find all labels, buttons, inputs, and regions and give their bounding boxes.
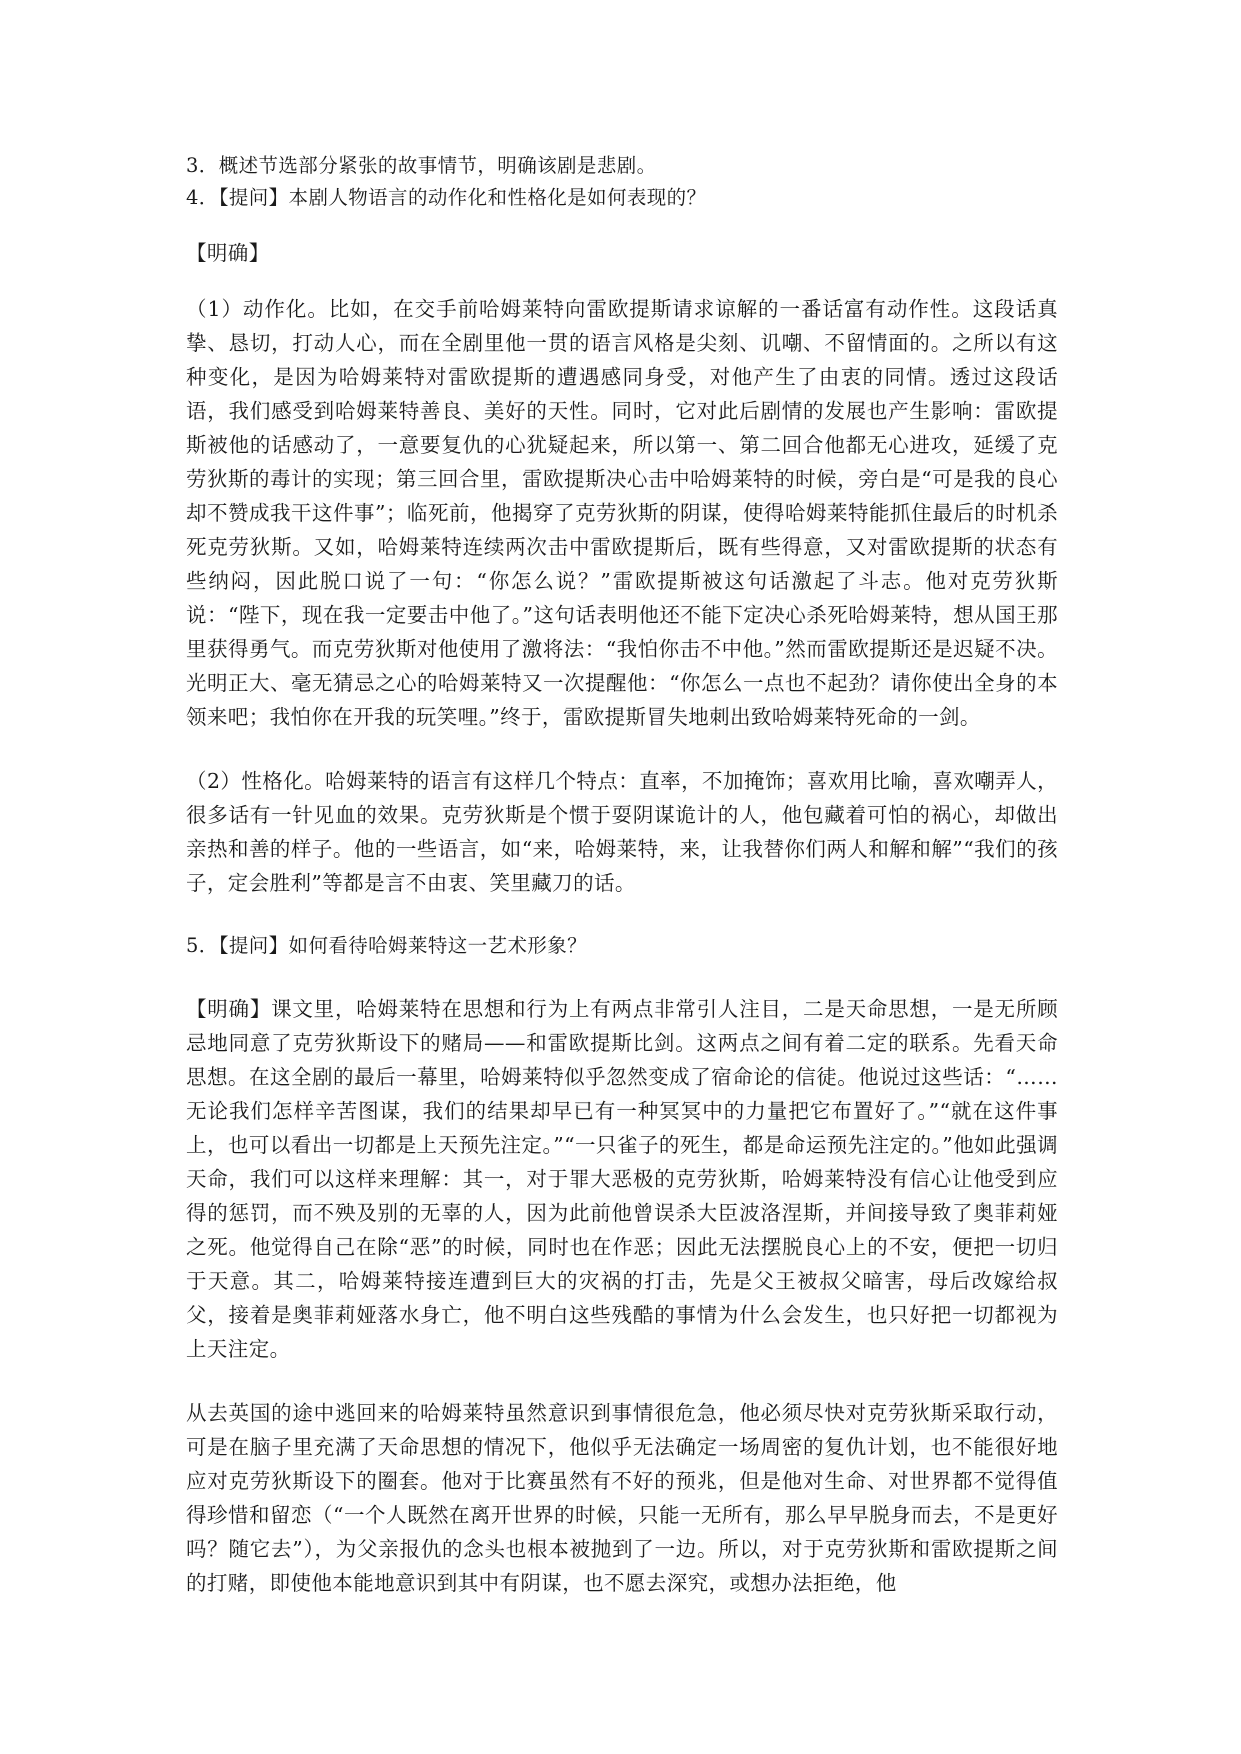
- spacer: [186, 734, 1058, 764]
- paragraph-hamlet-fate: 从去英国的途中逃回来的哈姆莱特虽然意识到事情很危急，他必须尽快对克劳狄斯采取行动，可是在脑子里充满了天命思想的情况下，他似乎无法确定一场周密的复仇计划，也不能很好地应对克劳狄斯设下的圈套。他对于比赛虽然有不好的预兆，但是他对生命、对世界都不觉得值得珍惜和留恋（“一个人既然在离开世界的时候，只能一无所有，那么早早脱身而去，不是更好吗？随它去”），为父亲报仇的念头也根本被抛到了一边。所以，对于克劳狄斯和雷欧提斯之间的打赌，即使他本能地意识到其中有阴谋，也不愿去深究，或想办法拒绝，他: [186, 1401, 1058, 1595]
- spacer: [186, 214, 1058, 236]
- question-4: 4．【提问】本剧人物语言的动作化和性格化是如何表现的？: [186, 186, 707, 209]
- answer-label: 【明确】: [186, 241, 270, 265]
- question-3: 3．概述节选部分紧张的故事情节，明确该剧是悲剧。: [186, 154, 657, 177]
- paragraph-hamlet-analysis: 【明确】课文里，哈姆莱特在思想和行为上有两点非常引人注目，二是天命思想，一是无所顾忌地同意了克劳狄斯设下的赌局——和雷欧提斯比剑。这两点之间有着二定的联系。先看天命思想。在这全剧的最后一幕里，哈姆莱特似乎忽然变成了宿命论的信徒。他说过这些话：“……无论我们怎样辛苦图谋，我们的结果却早已有一种冥冥中的力量把它布置好了。”“就在这件事上，也可以看出一切都是上天预先注定。”“一只雀子的死生，都是命运预先注定的。”他如此强调天命，我们可以这样来理解：其一，对于罪大恶极的克劳狄斯，哈姆莱特没有信心让他受到应得的惩罚，而不殃及别的无辜的人，因为此前他曾误杀大臣波洛涅斯，并间接导致了奥菲莉娅之死。他觉得自己在除“恶”的时候，同时也在作恶；因此无法摆脱良心上的不安，便把一切归于天意。其二，哈姆莱特接连遭到巨大的灾祸的打击，先是父王被叔父暗害，母后改嫁给叔父，接着是奥菲莉娅落水身亡，他不明白这些残酷的事情为什么会发生，也只好把一切都视为上天注定。: [186, 997, 1058, 1361]
- document-body: [186, 150, 1058, 1600]
- spacer: [186, 270, 1058, 292]
- spacer: [186, 962, 1058, 992]
- question-5: 5．【提问】如何看待哈姆莱特这一艺术形象？: [186, 934, 588, 957]
- spacer: [186, 900, 1058, 930]
- spacer: [186, 1366, 1058, 1396]
- paragraph-character: （2）性格化。哈姆莱特的语言有这样几个特点：直率，不加掩饰；喜欢用比喻，喜欢嘲弄人，很多话有一针见血的效果。克劳狄斯是个惯于耍阴谋诡计的人，他包藏着可怕的祸心，却做出亲热和善的样子。他的一些语言，如“来，哈姆莱特，来，让我替你们两人和解和解”“我们的孩子，定会胜利”等都是言不由衷、笑里藏刀的话。: [186, 769, 1058, 895]
- paragraph-action: （1）动作化。比如，在交手前哈姆莱特向雷欧提斯请求谅解的一番话富有动作性。这段话真挚、恳切，打动人心，而在全剧里他一贯的语言风格是尖刻、讥嘲、不留情面的。之所以有这种变化，是因为哈姆莱特对雷欧提斯的遭遇感同身受，对他产生了由衷的同情。透过这段话语，我们感受到哈姆莱特善良、美好的天性。同时，它对此后剧情的发展也产生影响：雷欧提斯被他的话感动了，一意要复仇的心犹疑起来，所以第一、第二回合他都无心进攻，延缓了克劳狄斯的毒计的实现；第三回合里，雷欧提斯决心击中哈姆莱特的时候，旁白是“可是我的良心却不赞成我干这件事”；临死前，他揭穿了克劳狄斯的阴谋，使得哈姆莱特能抓住最后的时机杀死克劳狄斯。又如，哈姆莱特连续两次击中雷欧提斯后，既有些得意，又对雷欧提斯的状态有些纳闷，因此脱口说了一句：“你怎么说？”雷欧提斯被这句话激起了斗志。他对克劳狄斯说：“陛下，现在我一定要击中他了。”这句话表明他还不能下定决心杀死哈姆莱特，想从国王那里获得勇气。而克劳狄斯对他使用了激将法：“我怕你击不中他。”然而雷欧提斯还是迟疑不决。光明正大、毫无猜忌之心的哈姆莱特又一次提醒他：“你怎么一点也不起劲？请你使出全身的本领来吧；我怕你在开我的玩笑哩。”终于，雷欧提斯冒失地刺出致哈姆莱特死命的一剑。: [186, 297, 1058, 729]
